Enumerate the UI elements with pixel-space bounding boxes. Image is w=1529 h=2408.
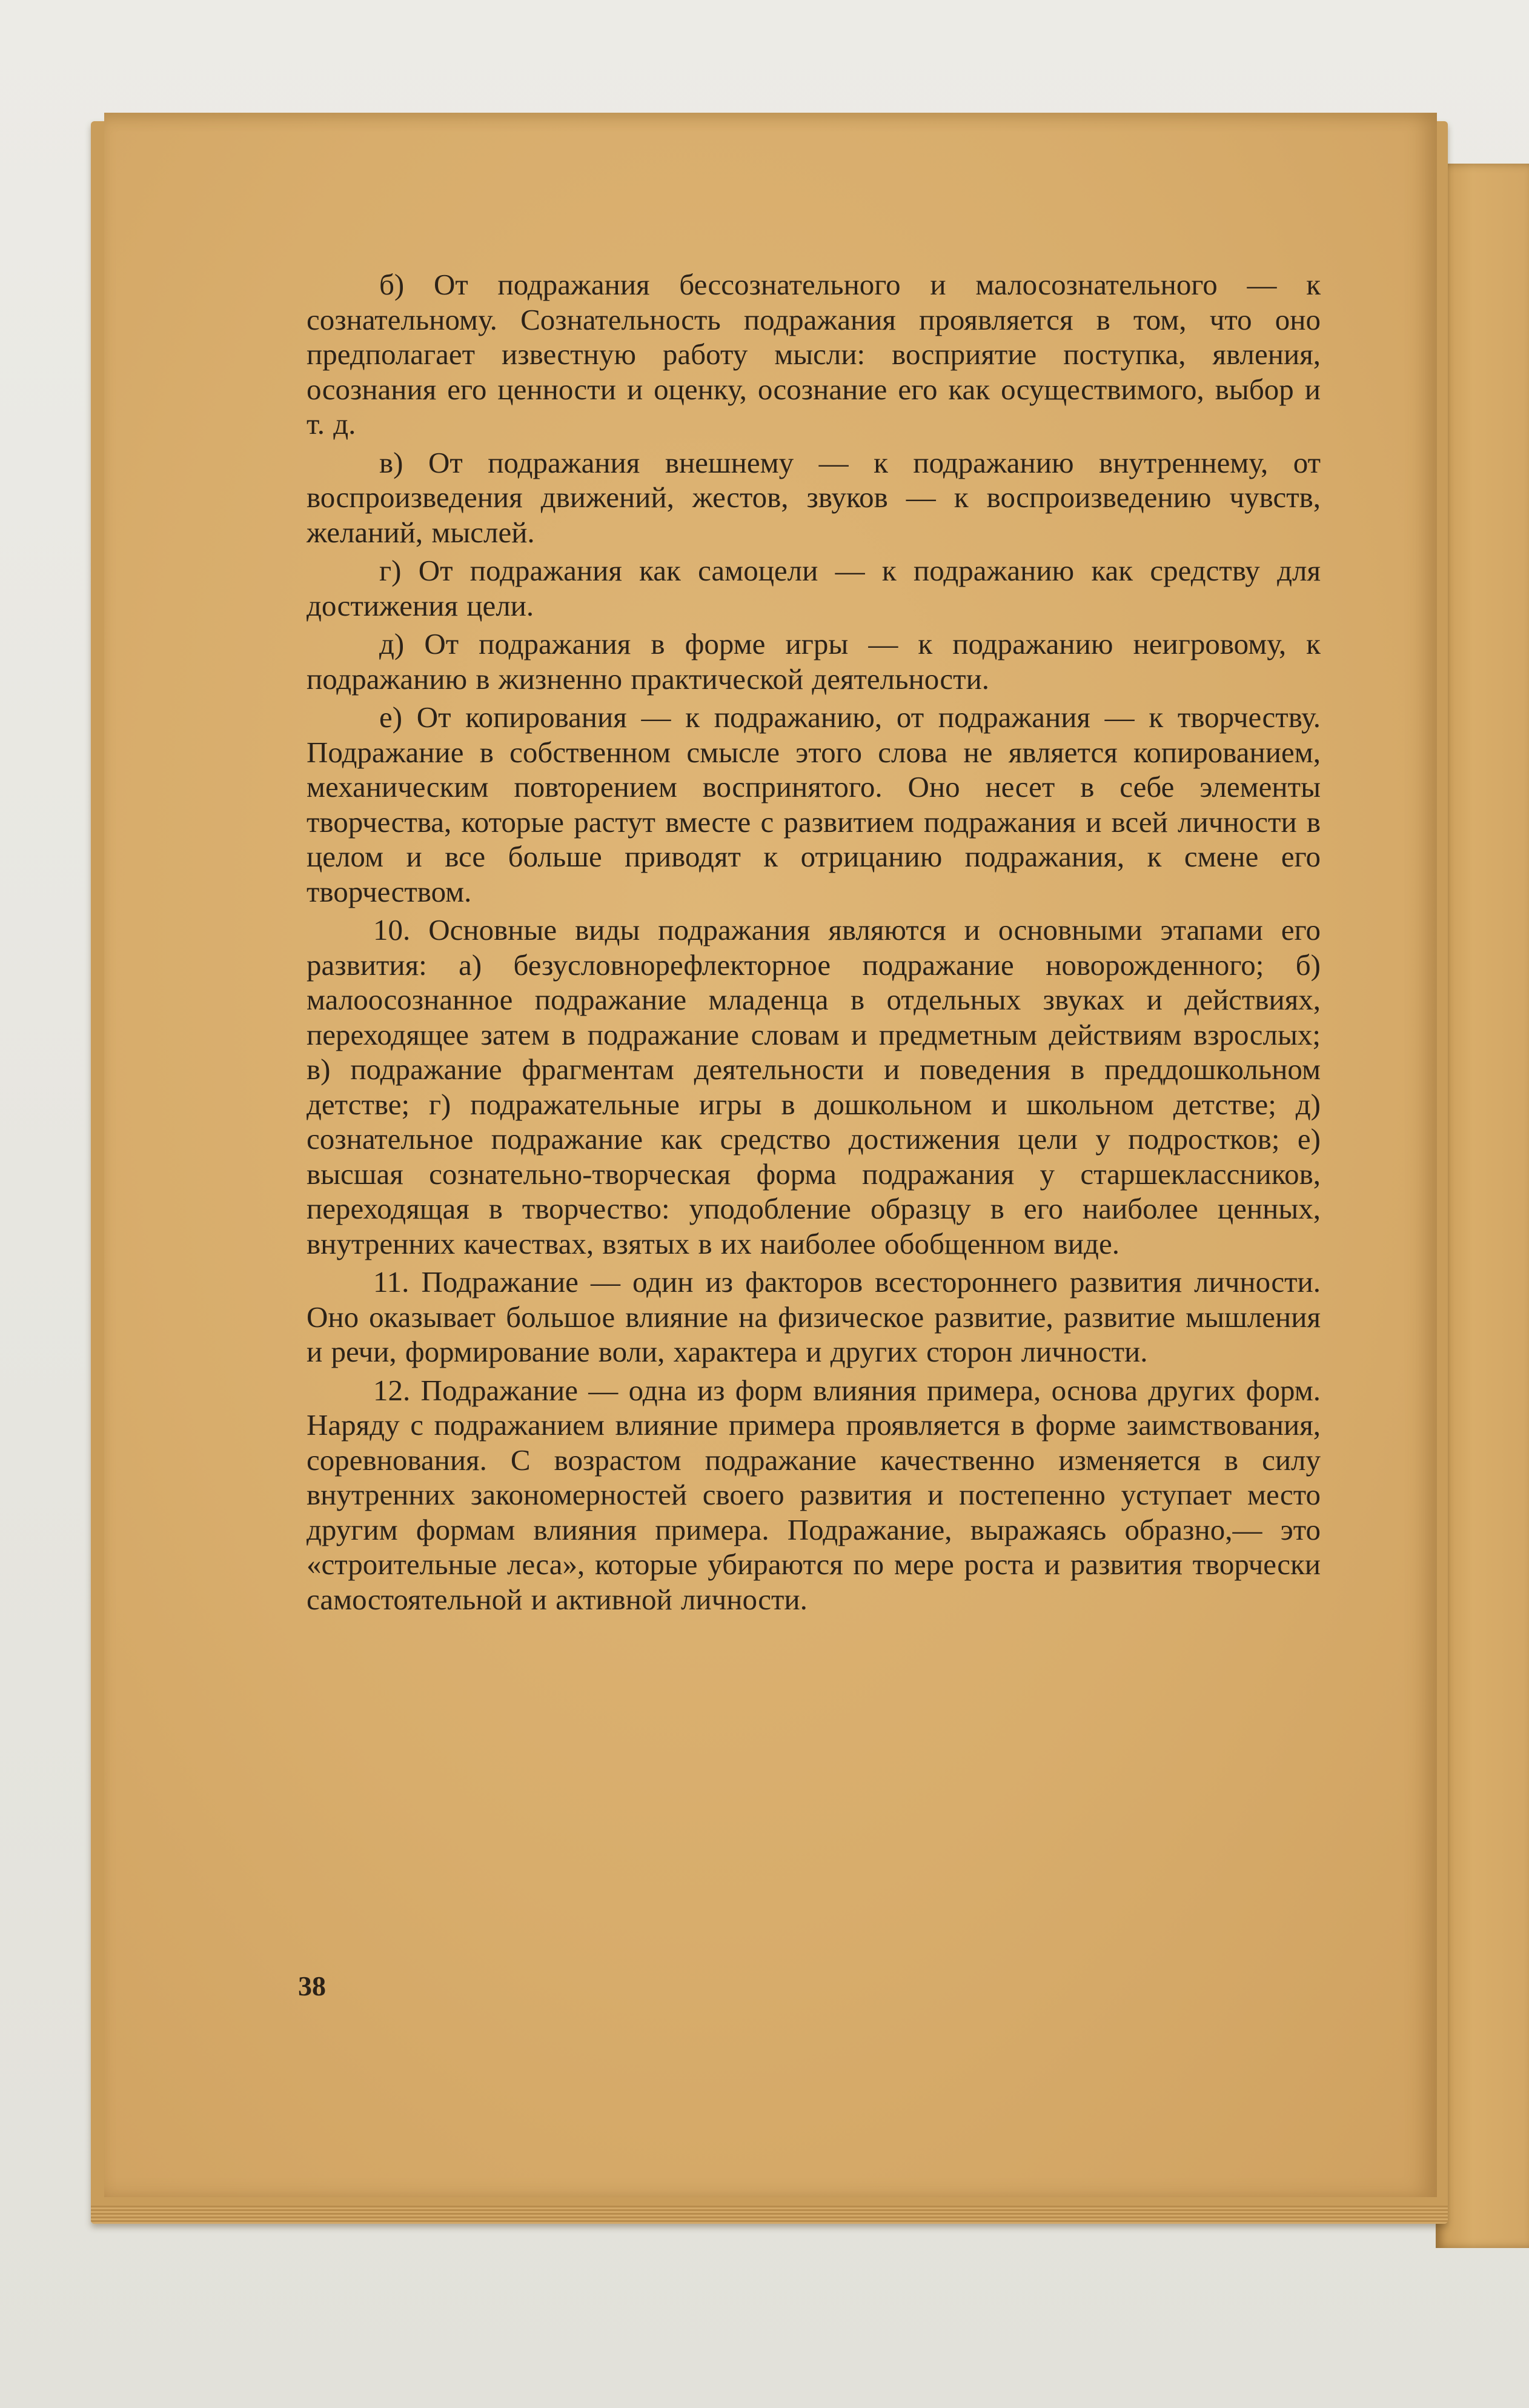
paragraph-g: г) От подражания как самоцели — к подражанию как средству для достижения цели. [307,554,1321,622]
paragraph-12: 12. Подражание — одна из форм влияния примера, основа других форм. Наряду с подражанием влияние примера проявляется в форме заимствования, соревнования. С возрастом подражание качественно изменяется в силу внутренних закономерностей своего развития и постепенно уступает место другим формам влияния примера. Подражание, выражаясь образно,— это «строительные леса», которые убираются по мере роста и развития творчески самостоятельной и активной личности. [307,1373,1321,1616]
paragraph-e: е) От копирования — к подражанию, от подражания — к творчеству. Подражание в собственном смысле этого слова не является копированием, механическим повторением воспринятого. Оно несет в себе элементы творчества, которые растут вместе с развитием подражания и всей личности в целом и все больше приводят к отрицанию подражания, к смене его творчеством. [307,700,1321,908]
page-number: 38 [298,1971,326,2001]
book-page [104,113,1437,2197]
paragraph-b: б) От подражания бессознательного и малосознательного — к сознательному. Сознательность подражания проявляется в том, что оно предполагает известную работу мысли: восприятие поступка, явления, осознания его ценности и оценку, осознание его как осуществимого, выбор и т. д. [307,268,1321,441]
next-page-edge [1436,164,1529,2248]
paragraph-v: в) От подражания внешнему — к подражанию внутреннему, от воспроизведения движений, жестов, звуков — к воспроизведению чувств, желаний, мыслей. [307,445,1321,549]
paragraph-10: 10. Основные виды подражания являются и основными этапами его развития: а) безусловнорефлекторное подражание новорожденного; б) малоосознанное подражание младенца в отдельных звуках и действиях, переходящее затем в подражание словам и предметным действиям взрослых; в) подражание фрагментам деятельности и поведения в преддошкольном детстве; г) подражательные игры в дошкольном и школьном детстве; д) сознательное подражание как средство достижения цели у подростков; е) высшая сознательно-творческая форма подражания у старшеклассников, переходящая в творчество: уподобление образцу в его наиболее ценных, внутренних качествах, взятых в их наиболее обобщенном виде. [307,913,1321,1260]
paragraph-11: 11. Подражание — один из факторов всестороннего развития личности. Оно оказывает большое влияние на физическое развитие, развитие мышления и речи, формирование воли, характера и других сторон личности. [307,1265,1321,1368]
body-text [307,267,1321,1620]
paragraph-d: д) От подражания в форме игры — к подражанию неигровому, к подражанию в жизненно практической деятельности. [307,627,1321,696]
